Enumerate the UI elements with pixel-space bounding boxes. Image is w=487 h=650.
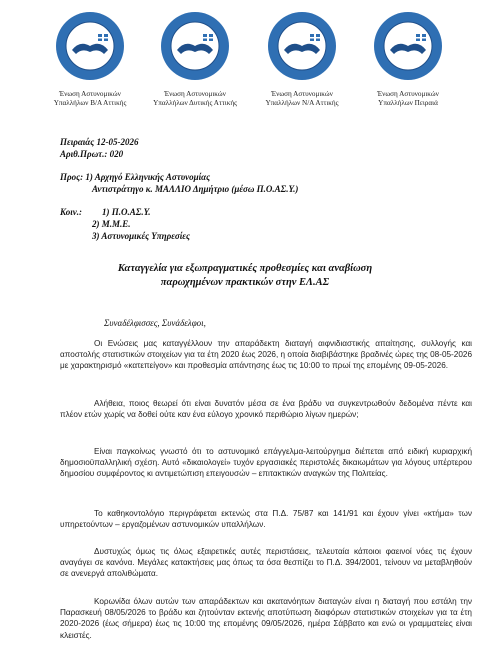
union-seal-icon bbox=[372, 10, 444, 82]
recipient-line1: Προς: 1) Αρχηγό Ελληνικής Αστυνομίας bbox=[60, 172, 211, 182]
cc-item-3: 3) Αστυνομικές Υπηρεσίες bbox=[92, 231, 190, 241]
doc-protocol-number: Αριθ.Πρωτ.: 020 bbox=[60, 149, 124, 159]
body-paragraph-1 bbox=[60, 338, 472, 372]
title-line2: παρωχημένων πρακτικών στην ΕΛ.ΑΣ bbox=[160, 277, 330, 288]
title-line1: Καταγγελία για εξωπραγματικές προθεσμίες και αναβίωση bbox=[117, 263, 373, 274]
logo-caption-line1: Ένωση Αστυνομικών bbox=[59, 90, 121, 98]
logo-na-attiki bbox=[242, 10, 362, 108]
body-paragraph-2 bbox=[60, 398, 472, 420]
body-paragraph-6 bbox=[60, 596, 472, 641]
paragraph-text: Κορωνίδα όλων αυτών των απαράδεκτων και ακατανόητων διαταγών είναι η διαταγή που εστάλη την Παρασκευή 08/05/2026 το βράδυ και ζητούνταν εκτενής αποτύπωση διαφόρων στατιστικών στοιχείων για τα έτη 2020-2026 (έως σήμερα) έως τις 10:00 της επομένης 09/05/2026, ημέρα Σάββατο και ενώ οι γραμματείες είναι κλειστές. bbox=[60, 597, 472, 640]
cc-item-1: 1) Π.Ο.ΑΣ.Υ. bbox=[102, 207, 151, 217]
logo-peiraia bbox=[348, 10, 468, 108]
paragraph-text: Αλήθεια, ποιος θεωρεί ότι είναι δυνατόν μέσα σε ένα βράδυ να συγκεντρωθούν δεδομένα πέντε και πλέον ετών χωρίς να δοθεί ούτε καν ένα εύλογο χρονικό περιθώριο λίγων ημερών; bbox=[60, 399, 472, 420]
logo-caption-line2: Υπαλλήλων Πειραιά bbox=[378, 99, 438, 107]
logo-caption-line1: Ένωση Αστυνομικών bbox=[377, 90, 439, 98]
logo-ba-attiki bbox=[30, 10, 150, 108]
body-paragraph-4 bbox=[60, 508, 472, 530]
union-logos bbox=[0, 10, 487, 120]
doc-date: Πειραιάς 12-05-2026 bbox=[60, 137, 139, 147]
recipient-line2: Αντιστράτηγο κ. ΜΑΛΛΙΟ Δημήτριο (μέσω Π.Ο.ΑΣ.Υ.) bbox=[92, 184, 299, 194]
cc-item-2: 2) Μ.Μ.Ε. bbox=[92, 219, 131, 229]
logo-dytiki-attiki bbox=[135, 10, 255, 108]
logo-caption-line2: Υπαλλήλων Ν/Α Αττικής bbox=[265, 99, 339, 107]
union-seal-icon bbox=[159, 10, 231, 82]
logo-caption-line1: Ένωση Αστυνομικών bbox=[164, 90, 226, 98]
union-seal-icon bbox=[54, 10, 126, 82]
paragraph-text: Το καθηκοντολόγιο περιγράφεται εκτενώς στα Π.Δ. 75/87 και 141/91 και έχουν γίνει «κτήμα» των υπηρετούντων – εργαζομένων αστυνομικών υπαλλήλων. bbox=[60, 509, 472, 530]
paragraph-text: Οι Ενώσεις μας καταγγέλλουν την απαράδεκτη διαταγή αιφνιδιαστικής απαίτησης, συλλογής και αποστολής στατιστικών στοιχείων για τα έτη 2020 έως 2026, η οποία διαβιβάστηκε βραδινές ώρες της 08-05-2026 με χαρακτηρισμό «κατεπείγον» και προθεσμία απάντησης έως τις 10:00 το πρωί της επομένης 09-05-2026. bbox=[60, 339, 472, 371]
greeting: Συναδέλφισσες, Συνάδελφοι, bbox=[104, 318, 206, 328]
logo-caption-line2: Υπαλλήλων Δυτικής Αττικής bbox=[153, 99, 237, 107]
body-paragraph-3 bbox=[60, 446, 472, 480]
paragraph-text: Δυστυχώς όμως τις όλως εξαιρετικές αυτές περιστάσεις, τελευταία κάποιοι φαεινοί νόες τις έχουν αναγάγει σε κανόνα. Μεγάλες κατακτήσεις μας όπως τα όσα θεσπίζει το Π.Δ. 394/2001, τείνουν να μεταβληθούν σε ανενεργά απολιθώματα. bbox=[60, 547, 472, 579]
logo-caption-line2: Υπαλλήλων Β/Α Αττικής bbox=[53, 99, 127, 107]
cc-label: Κοιν.: bbox=[60, 207, 82, 217]
body-paragraph-5 bbox=[60, 546, 472, 580]
paragraph-text: Είναι παγκοίνως γνωστό ότι το αστυνομικό επάγγελμα-λειτούργημα διέπεται από ειδική κυριαρχική δημοσιοϋπαλληλική σχέση. Αυτό «δικαιολογεί» τυχόν εργασιακές περιστολές δικαιωμάτων για λόγους υπέρτερου δημοσίου συμφέροντος κι αντιμετώπιση επειγουσών – επιτακτικών αναγκών της Πολιτείας. bbox=[60, 447, 472, 479]
union-seal-icon bbox=[266, 10, 338, 82]
logo-caption-line1: Ένωση Αστυνομικών bbox=[271, 90, 333, 98]
document-title bbox=[40, 262, 450, 290]
